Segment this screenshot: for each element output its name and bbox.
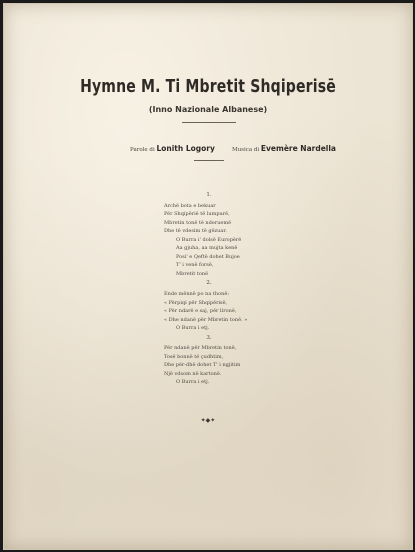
verse-line: O Burra i' dolsë Europërë xyxy=(176,236,242,243)
lyrics-prefix: Parole di xyxy=(130,147,155,153)
verse-line: Dhe të vdesim të gëzuar. xyxy=(164,228,227,235)
verse-line: Dhe për-dhë dohet T' i ngjitim xyxy=(164,362,241,369)
verse-line: « Përpiqi për Shqipërisë, xyxy=(164,299,228,306)
verse-line: Archë bota e bekuar xyxy=(164,202,216,209)
verse-line: T' i venë forsë, xyxy=(176,262,214,269)
page-subtitle: (Inno Nazionale Albanese) xyxy=(148,105,268,114)
lyrics-credit xyxy=(130,144,215,153)
verse-line: Tosë bonnë të çudhtim, xyxy=(164,353,224,360)
credits-divider xyxy=(194,160,224,161)
show-through-text xyxy=(144,10,404,50)
verse-line: O Burra i etj. xyxy=(176,379,210,386)
music-author: Evemère Nardella xyxy=(260,144,336,153)
title-divider xyxy=(182,122,236,123)
verse-line: Mbretin tonë të nderuemë xyxy=(164,219,232,226)
verse-line: Ende mënnë po na thonë: xyxy=(164,291,230,298)
verses-block xyxy=(164,190,304,387)
verse-line: Një vdsom në kartonë. xyxy=(164,370,222,377)
verse-line: « Dhe ndanë për Mbretin tonë. » xyxy=(164,316,248,323)
verse-number: 1. xyxy=(206,192,212,198)
verse-line: Për ndanë për Mbretin tonë, xyxy=(164,345,237,352)
music-sheet-page xyxy=(3,3,413,550)
verse-number: 2. xyxy=(206,280,212,287)
music-prefix: Musica di xyxy=(232,147,260,153)
verse-line: Posi' e Qeftë dohet Bujoe xyxy=(176,253,240,260)
lyrics-author: Lonith Logory xyxy=(156,144,215,153)
verse-line: Mbretit tonë xyxy=(176,270,209,277)
music-credit xyxy=(232,144,336,153)
end-ornament: ✦◆✦ xyxy=(200,417,216,424)
verse-number: 3. xyxy=(206,334,212,341)
verse-line: O Burra i etj. xyxy=(176,325,210,332)
page-title: Hymne M. Ti Mbretit Shqiperisē xyxy=(80,76,336,97)
verse-line: « Për ndarë e saj, për lironë, xyxy=(164,308,237,315)
verse-line: Për Shqipërië të lumpurë, xyxy=(164,211,230,218)
verse-line: Aa gjuha, aa mujta kenë xyxy=(176,245,238,252)
